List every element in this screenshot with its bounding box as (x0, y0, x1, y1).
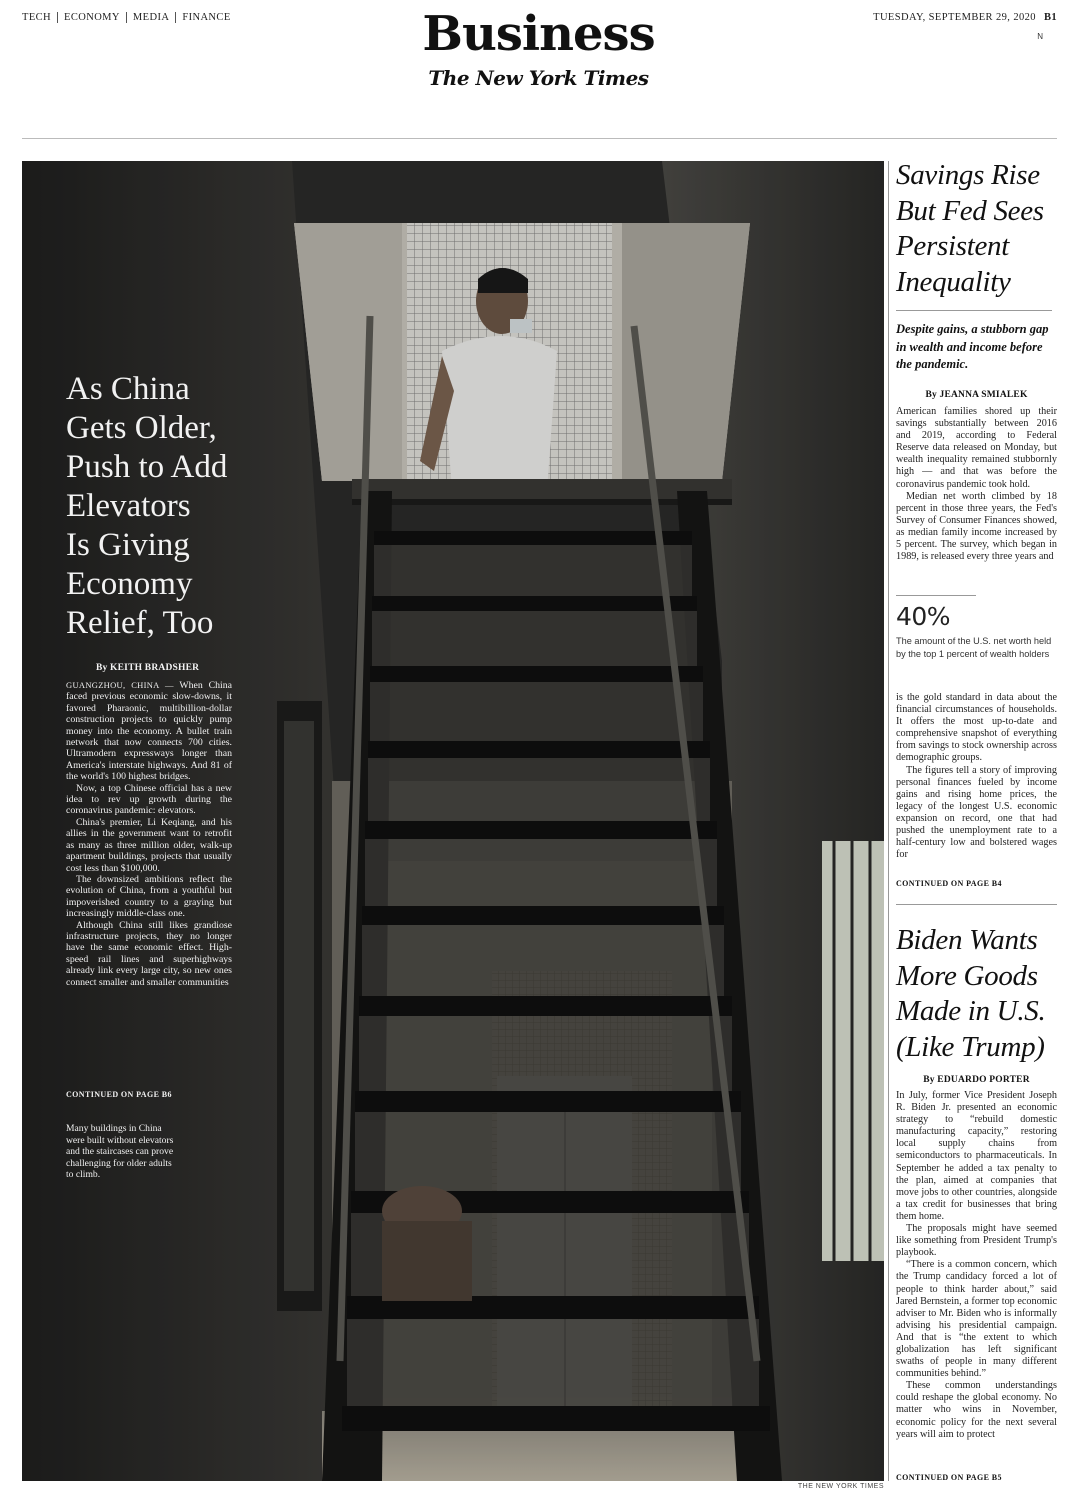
lead-paragraph-text: When China faced previous economic slow-downs, it favored Pharaonic, multibillion-dollar construction projects to quickly pump money into the economy. A bullet train network that now connects 700 cities. Ultramodern expressways longer than America's interstate highways. And 81 of the world's 100 highest bridges. (66, 680, 232, 783)
lead-byline: By KEITH BRADSHER (96, 663, 200, 673)
staircase-photo (22, 161, 884, 1481)
lead-paragraph: China's premier, Li Keqiang, and his allies in the government want to retrofit as many as three million older, walk-up apartment buildings, projects that usually cost less than $100,000. (66, 816, 232, 874)
edition-mark: N (1037, 32, 1043, 41)
page-number: B1 (1043, 12, 1057, 23)
lead-article-body (66, 680, 232, 988)
biden-paragraph: In July, former Vice President Joseph R. Biden Jr. presented an economic strategy to “rebuild domestic manufacturing capacity,” restoring local supply chains from semiconductors to pharmaceuticals. In September he added a tax penalty to the plan, aimed at companies that move jobs to other countries, alongside a tax credit for businesses that bring them home. (896, 1090, 1057, 1222)
lead-headline-line: Elevators (66, 488, 191, 524)
biden-byline: By EDUARDO PORTER (923, 1075, 1030, 1085)
savings-paragraph: Median net worth climbed by 18 percent in those three years, the Fed's Survey of Consumer Finances showed, as median family income increased by 5 percent. The survey, which began in 1989, is released every three years and (896, 490, 1057, 563)
biden-headline[interactable] (896, 923, 1057, 1065)
nyt-logo: The New York Times (428, 66, 649, 90)
biden-paragraph: “There is a common concern, which the Trump candidacy forced a lot of people to think harder about,” said Jared Bernstein, a former top economic adviser to Mr. Biden who is informally advising his presidential campaign. And that is “the extent to which globalization has left significant swaths of people in many different communities behind.” (896, 1259, 1057, 1380)
lead-dateline: GUANGZHOU, CHINA — (66, 680, 174, 690)
savings-headline-line: Persistent (896, 230, 1009, 262)
lead-continued-link[interactable]: CONTINUED ON PAGE B6 (66, 1090, 172, 1099)
biden-headline-line: (Like Trump) (896, 1030, 1045, 1063)
biden-headline-line: Biden Wants (896, 924, 1038, 956)
savings-headline-line: Savings Rise (896, 159, 1040, 191)
biden-paragraph: These common understandings could reshape the global economy. No matter who wins in November, economic policy for the next several years will aim to protect (896, 1380, 1057, 1440)
nav-finance[interactable]: FINANCE (175, 12, 236, 23)
savings-paragraph: American families shored up their savings substantially between 2016 and 2019, according to Federal Reserve data released on Monday, but wealth inequality remained stubbornly high — and that was before the coronavirus pandemic took hold. (896, 406, 1057, 490)
photo-caption: Many buildings in China were built without elevators and the staircases can prove challenging for older adults to climb. (66, 1123, 174, 1181)
issue-date: TUESDAY, SEPTEMBER 29, 2020 (873, 12, 1036, 23)
lead-paragraph: Now, a top Chinese official has a new idea to rev up growth during the coronavirus pandemic: elevators. (66, 782, 232, 817)
photo-credit: THE NEW YORK TIMES (797, 1483, 884, 1490)
savings-paragraph: is the gold standard in data about the financial circumstances of households. It offers the most up-to-date and comprehensive snapshot of everything from savings to stock ownership across demographic groups. (896, 692, 1057, 764)
lead-paragraph: The downsized ambitions reflect the evolution of China, from a youthful but impoverished country to a graying but increasingly middle-class one. (66, 873, 232, 920)
lead-headline-line: Economy (66, 566, 193, 602)
biden-article (896, 923, 1057, 1065)
savings-continued-link[interactable]: CONTINUED ON PAGE B4 (896, 879, 1002, 888)
savings-headline-line: But Fed Sees (896, 194, 1044, 227)
savings-article (896, 158, 1057, 300)
column-rule (888, 161, 889, 1481)
stat-value: 40% (896, 602, 951, 631)
masthead-rule (22, 138, 1057, 139)
lead-headline-line: Is Giving (66, 527, 190, 563)
biden-continued-link[interactable]: CONTINUED ON PAGE B5 (896, 1473, 1002, 1482)
biden-body (896, 1090, 1057, 1441)
savings-deck-rule (896, 310, 1052, 311)
savings-body-a (896, 406, 1057, 563)
lead-headline-line: As China (66, 371, 190, 407)
lead-headline-line: Push to Add (66, 449, 228, 485)
savings-body-b (896, 692, 1057, 861)
savings-paragraph: The figures tell a story of improving personal finances fueled by income gains and rising home prices, the legacy of the longest U.S. economic expansion on record, one that had pushed the unemployment rate to a half-century low and bolstered wages for (896, 764, 1057, 861)
savings-headline-line: Inequality (896, 265, 1011, 298)
lead-headline-line: Gets Older, (66, 410, 217, 446)
section-divider (896, 904, 1057, 905)
nav-media[interactable]: MEDIA (126, 12, 175, 23)
biden-headline-line: Made in U.S. (896, 995, 1046, 1027)
stat-rule (896, 595, 976, 596)
savings-byline: By JEANNA SMIALEK (925, 390, 1028, 400)
lead-paragraph: Although China still likes grandiose infrastructure projects, they no longer have the same economic effect. High-speed rail lines and superhighways already link every large city, so new ones connect smaller and smaller communities (66, 919, 232, 988)
section-title: Business (422, 6, 655, 62)
biden-paragraph: The proposals might have seemed like something from President Trump's playbook. (896, 1223, 1057, 1259)
biden-headline-line: More Goods (896, 959, 1038, 992)
lead-paragraph (66, 680, 232, 783)
stat-description: The amount of the U.S. net worth held by the top 1 percent of wealth holders (896, 636, 1052, 659)
savings-headline[interactable] (896, 158, 1057, 300)
savings-deck: Despite gains, a stubborn gap in wealth and income before the pandemic. (896, 322, 1049, 372)
lead-headline[interactable] (66, 370, 266, 643)
lead-headline-line: Relief, Too (66, 605, 214, 641)
nav-tech[interactable]: TECH (22, 12, 52, 23)
nav-economy[interactable]: ECONOMY (57, 12, 126, 23)
